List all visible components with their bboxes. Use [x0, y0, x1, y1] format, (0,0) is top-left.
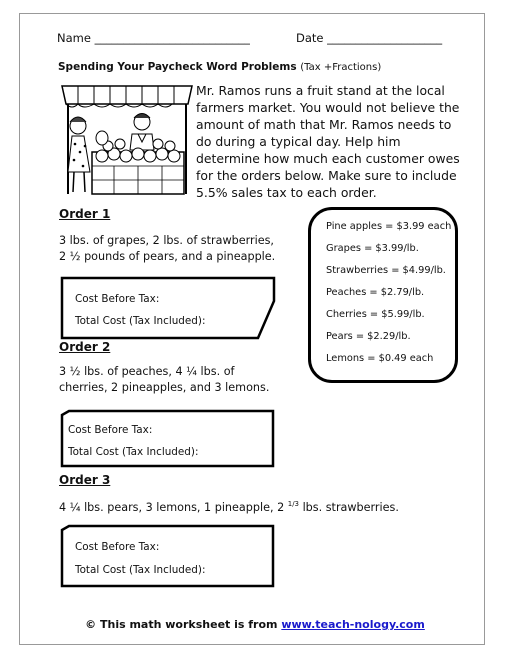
intro-line: Mr. Ramos runs a fruit stand at the local — [196, 83, 445, 98]
intro-line: for the orders below. Make sure to include — [196, 168, 457, 183]
name-line: ___________________________ — [94, 31, 250, 45]
order-1-line: 3 lbs. of grapes, 2 lbs. of strawberries, — [59, 234, 274, 247]
order-3-text-b: lbs. strawberries. — [299, 501, 399, 514]
order-3-fraction: 1/3 — [287, 500, 300, 508]
order-1-heading: Order 1 — [59, 207, 111, 221]
footer — [0, 618, 510, 631]
price-item: Lemons = $0.49 each — [326, 353, 434, 364]
order-3-heading: Order 3 — [59, 473, 111, 487]
order-2-total-cost[interactable]: Total Cost (Tax Included): — [68, 446, 199, 458]
order-1-answer-box — [61, 275, 281, 345]
order-2-heading: Order 2 — [59, 340, 111, 354]
price-item: Grapes = $3.99/lb. — [326, 243, 419, 254]
intro-line: do during a typical day. Help him — [196, 134, 401, 149]
order-2-line: cherries, 2 pineapples, and 3 lemons. — [59, 381, 270, 394]
price-item: Pine apples = $3.99 each — [326, 221, 452, 232]
title-sub: (Tax +Fractions) — [300, 62, 382, 73]
date-field[interactable] — [296, 31, 442, 45]
footer-text: © This math worksheet is from — [85, 618, 282, 631]
footer-link[interactable]: www.teach-nology.com — [281, 618, 425, 631]
order-3-text-a: 4 ¼ lbs. pears, 3 lemons, 1 pineapple, 2 — [59, 501, 288, 514]
order-3-total-cost[interactable]: Total Cost (Tax Included): — [75, 564, 206, 576]
order-3-text — [59, 496, 399, 516]
price-item: Cherries = $5.99/lb. — [326, 309, 425, 320]
title-main: Spending Your Paycheck Word Problems — [58, 61, 297, 73]
price-list — [308, 207, 458, 383]
intro-paragraph — [196, 82, 466, 201]
intro-line: farmers market. You would not believe the — [196, 100, 460, 115]
order-3-answer-box — [61, 524, 281, 594]
price-item: Peaches = $2.79/lb. — [326, 287, 425, 298]
order-1-line: 2 ½ pounds of pears, and a pineapple. — [59, 250, 276, 263]
intro-line: amount of math that Mr. Ramos needs to — [196, 117, 452, 132]
name-field[interactable] — [57, 31, 250, 45]
order-2-line: 3 ½ lbs. of peaches, 4 ¼ lbs. of — [59, 365, 235, 378]
intro-line: 5.5% sales tax to each order. — [196, 185, 377, 200]
price-item: Strawberries = $4.99/lb. — [326, 265, 446, 276]
order-2-cost-before-tax[interactable]: Cost Before Tax: — [68, 424, 153, 436]
order-1-cost-before-tax[interactable]: Cost Before Tax: — [75, 293, 160, 305]
name-label: Name — [57, 31, 91, 45]
order-3-cost-before-tax[interactable]: Cost Before Tax: — [75, 541, 160, 553]
order-2-answer-box — [61, 409, 281, 471]
fruit-stand-illustration — [58, 82, 196, 202]
order-2-text — [59, 364, 269, 396]
price-item: Pears = $2.29/lb. — [326, 331, 411, 342]
order-1-total-cost[interactable]: Total Cost (Tax Included): — [75, 315, 206, 327]
worksheet-title — [58, 61, 381, 73]
date-label: Date — [296, 31, 324, 45]
intro-line: determine how much each customer owes — [196, 151, 460, 166]
order-1-text — [59, 233, 275, 265]
date-line: ____________________ — [327, 31, 443, 45]
